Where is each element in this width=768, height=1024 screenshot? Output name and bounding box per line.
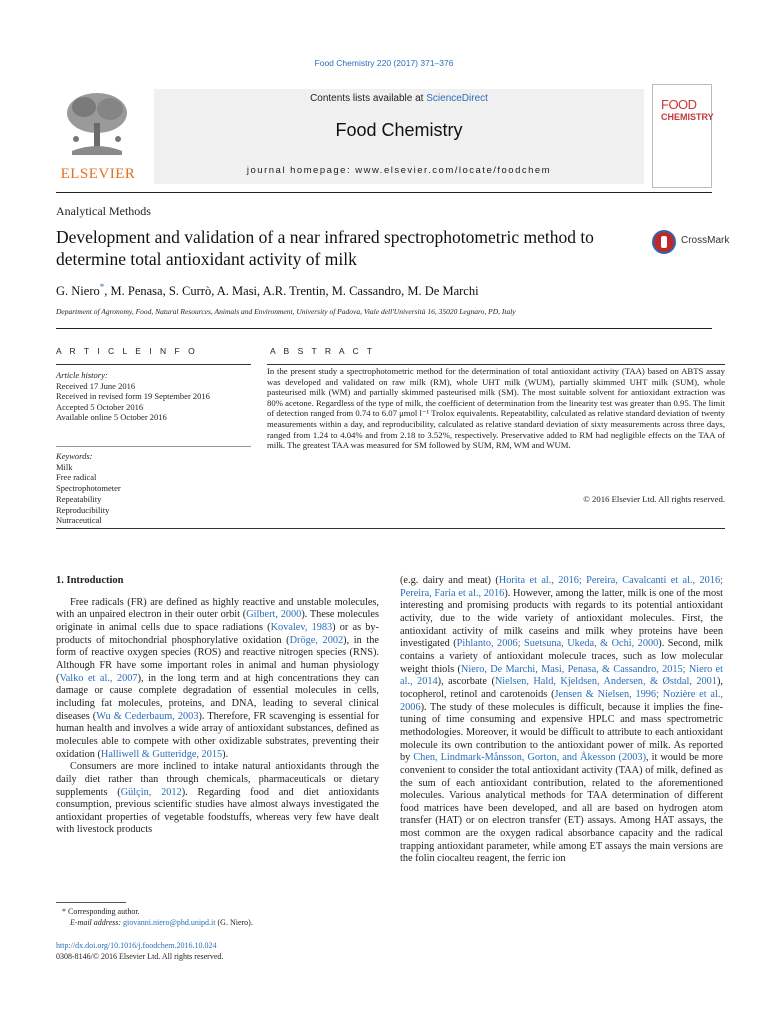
author-list bbox=[56, 282, 479, 299]
history-online: Available online 5 October 2016 bbox=[56, 412, 167, 422]
doi-link[interactable]: http://dx.doi.org/10.1016/j.foodchem.2016.10.024 bbox=[56, 941, 217, 950]
reference-link[interactable]: Gilbert, 2000 bbox=[246, 609, 302, 621]
keyword-item: Spectrophotometer bbox=[56, 483, 121, 494]
cover-title-chemistry: CHEMISTRY bbox=[661, 112, 714, 122]
paragraph-text: ). Therefore, FR scavenging is essential for human health and involves a wide array of antioxidant substances, defined as molecules able to compete with other oxidizable substrates, preventing their oxidation ( bbox=[56, 710, 380, 760]
intro-paragraph-3 bbox=[400, 575, 723, 866]
intro-paragraph-2 bbox=[56, 761, 379, 837]
reference-link[interactable]: Wu & Cederbaum, 2003 bbox=[96, 710, 199, 722]
paragraph-text: ), in the form of reactive oxygen species (ROS) and reactive nitrogen species (RNS). Although FR have some important roles in animal and human physiology ( bbox=[56, 634, 379, 684]
history-received: Received 17 June 2016 bbox=[56, 380, 136, 391]
reference-link[interactable]: Nielsen, Hald, Kjeldsen, Andersen, & Østdal, 2001 bbox=[494, 676, 717, 688]
intro-heading: 1. Introduction bbox=[56, 575, 124, 586]
paragraph-text: ). However, among the latter, milk is one of the most interesting and promising products with regards to its potential antioxidant activity, due to the wide variety of antioxidant molecules. First, the antioxidant activity of milk caseins and milk whey proteins have been investigated ( bbox=[400, 587, 723, 650]
reference-link[interactable]: Kovalev, 1983 bbox=[270, 621, 333, 633]
article-section: Analytical Methods bbox=[56, 204, 151, 218]
reference-link[interactable]: Niero, De Marchi, Masi, Penasa, & Cassandro, 2015; Niero et al., 2014 bbox=[400, 663, 723, 688]
affiliation: Department of Agronomy, Food, Natural Resources, Animals and Environment, University of Padova, Viale dell'Università 16, 35020 Legnaro, PD, Italy bbox=[56, 307, 516, 316]
paragraph-text: , it would be more convenient to consider the total antioxidant activity (TAA) of milk, defined as the sum of each antioxidant contribution, related to the aforementioned molecules. Various analytical methods for TAA determination of different food matrices have been developed, and all are based on hydrogen atom transfer (HAT) or on electron transfer (ET) assays. Among HAT assays, the most common are the oxygen radical absorbance capacity and the radical trapping antioxidant parameter, while among ET assays the main versions are the folin ciocalteu reagent, the ferric ion bbox=[400, 752, 723, 865]
affiliation-rule bbox=[56, 328, 712, 329]
footnote-rule bbox=[56, 902, 126, 903]
masthead-band bbox=[154, 89, 644, 184]
keyword-item: Milk bbox=[56, 461, 73, 472]
contents-available bbox=[154, 93, 644, 104]
article-info-heading: A R T I C L E I N F O bbox=[56, 346, 198, 356]
author-first[interactable]: G. Niero bbox=[56, 284, 100, 299]
paragraph-text: ) or as by-products of mitochondrial phosphorylative oxidation ( bbox=[56, 621, 379, 646]
history-label: Article history: bbox=[56, 370, 108, 380]
paragraph-text: ), tocopherol, retinol and carotenoids ( bbox=[400, 676, 723, 700]
sciencedirect-link[interactable]: ScienceDirect bbox=[426, 93, 488, 104]
abstract-copyright: © 2016 Elsevier Ltd. All rights reserved. bbox=[583, 494, 725, 504]
email-note bbox=[56, 917, 386, 928]
paragraph-text: Consumers are more inclined to intake natural antioxidants through the daily diet rather than through chemicals, pharmaceuticals or dietary supplements ( bbox=[56, 761, 379, 798]
intro-paragraph-1 bbox=[56, 597, 379, 762]
history-revised: Received in revised form 19 September 2016 bbox=[56, 391, 210, 401]
elsevier-logo[interactable] bbox=[56, 89, 140, 189]
paragraph-text: ). The study of these molecules is difficult, because it implies the fine-tuning of time consuming and expensive HPLC and mass spectrometric methodologies. Moreover, it would be difficult to attribute to each antioxidant molecule its own contribution to the antioxidant power of milk. As reported by bbox=[400, 701, 723, 764]
paragraph-text: ), in the long term and at high concentrations they can damage or cause complete degradation of essential molecules in cells, including fat molecules, proteins, and DNA, leading to several clinical diseases ( bbox=[56, 672, 379, 722]
journal-masthead bbox=[56, 84, 712, 190]
email-link[interactable]: giovanni.niero@phd.unipd.it bbox=[123, 918, 216, 927]
paragraph-text: ). Regarding food and diet antioxidants consumption, previous scientific studies have almost always investigated the antioxidant properties of vegetable foodstuffs, whereas very few have dealt with livestock products bbox=[56, 786, 380, 836]
history-accepted: Accepted 5 October 2016 bbox=[56, 401, 144, 412]
paragraph-text: ). Second, milk contains a variety of antioxidant molecule traces, such as low molecular weight thiols ( bbox=[400, 638, 724, 675]
email-suffix: (G. Niero). bbox=[215, 918, 253, 927]
journal-citation[interactable]: Food Chemistry 220 (2017) 371–376 bbox=[314, 58, 454, 68]
right-column bbox=[400, 575, 723, 866]
doi-block bbox=[56, 941, 386, 962]
email-label: E-mail address: bbox=[70, 918, 124, 927]
corresponding-author-mark[interactable]: * bbox=[99, 282, 105, 292]
abstract-text: In the present study a spectrophotometric method for the determination of total antioxidant activity (TAA) based on ABTS assay was developed and validated on raw milk (RM), whole UHT milk (WUM), partially skimmed UHT milk (SUM), whole pasteurised milk (WM) and partially skimmed pasteurised milk (SM). The most suitable solvent for antioxidant extraction was 80% acetone. Regardless of the type of milk, the coefficient of determination from the linearity test was greater than 0.95. The limit of detection ranged from 0.74 to 6.07 μmol l⁻¹ Trolox equivalents. Repeatability, calculated as relative standard deviation of twenty measurements within a day, and reproducibility, calculated as relative standard deviation of sixty measurements across three days, ranged from 1.24 to 4.04% and from 2.18 to 3.52%, respectively. Preservative added to RM had negligible effects on the TAA of milk. The greatest TAA was measured for SM followed by SUM, RM, WM and WUM. bbox=[267, 366, 725, 451]
keyword-item: Free radical bbox=[56, 472, 97, 483]
abstract-bottom-rule bbox=[56, 528, 725, 529]
abstract-heading: A B S T R A C T bbox=[270, 346, 376, 356]
paragraph-text: Free radicals (FR) are defined as highly reactive and unstable molecules, with an unpaired electron in their outer orbit ( bbox=[56, 596, 379, 621]
abstract-rule bbox=[267, 364, 725, 365]
reference-link[interactable]: Pihlanto, 2006; Suetsuna, Ukeda, & Ochi, 2000 bbox=[456, 638, 659, 650]
corresponding-note: * Corresponding author. bbox=[62, 907, 140, 916]
paragraph-text: ), ascorbate ( bbox=[437, 676, 495, 688]
issn-line: 0308-8146/© 2016 Elsevier Ltd. All rights reserved. bbox=[56, 951, 224, 961]
journal-cover[interactable] bbox=[652, 84, 712, 188]
keywords-rule bbox=[56, 446, 251, 447]
reference-link[interactable]: Chen, Lindmark-Månsson, Gorton, and Åkesson (2003) bbox=[413, 752, 647, 764]
journal-name: Food Chemistry bbox=[335, 120, 463, 140]
cover-title-food: FOOD bbox=[661, 97, 697, 112]
footnote bbox=[56, 906, 386, 928]
reference-link[interactable]: Valko et al., 2007 bbox=[59, 672, 138, 684]
reference-link[interactable]: Dröge, 2002 bbox=[289, 634, 344, 646]
reference-link[interactable]: Gülçin, 2012 bbox=[120, 786, 182, 798]
reference-link[interactable]: Horita et al., 2016; Pereira, Cavalcanti et al., 2016; Pereira, Faria et al., 2016 bbox=[400, 575, 723, 599]
left-column bbox=[56, 575, 379, 837]
keywords-label: Keywords: bbox=[56, 451, 93, 461]
reference-link[interactable]: Jensen & Nielsen, 1996; Nozière et al., 2006 bbox=[400, 688, 723, 713]
paragraph-text: (e.g. dairy and meat) ( bbox=[400, 575, 499, 586]
journal-homepage[interactable]: journal homepage: www.elsevier.com/locate/foodchem bbox=[246, 165, 552, 176]
contents-prefix: Contents lists available at bbox=[310, 93, 427, 104]
elsevier-wordmark: ELSEVIER bbox=[60, 166, 136, 182]
keyword-item: Reproducibility bbox=[56, 504, 110, 515]
paragraph-text: ). These molecules originate in animal cells due to space radiations ( bbox=[56, 609, 379, 633]
keyword-item: Repeatability bbox=[56, 493, 102, 504]
author-rest: , M. Penasa, S. Currò, A. Masi, A.R. Trentin, M. Cassandro, M. De Marchi bbox=[104, 284, 479, 299]
crossmark-label: CrossMark bbox=[681, 235, 730, 246]
crossmark-button[interactable] bbox=[652, 230, 732, 256]
article-info-rule bbox=[56, 364, 251, 365]
reference-link[interactable]: Halliwell & Gutteridge, 2015 bbox=[100, 748, 223, 760]
article-title: Development and validation of a near infrared spectrophotometric method to determine total antioxidant activity of milk bbox=[56, 227, 594, 269]
keyword-item: Nutraceutical bbox=[56, 515, 102, 526]
crossmark-icon bbox=[652, 230, 676, 254]
elsevier-tree-icon bbox=[62, 89, 132, 159]
article-history bbox=[56, 370, 251, 423]
keywords bbox=[56, 451, 251, 526]
masthead-rule bbox=[56, 192, 712, 193]
paragraph-text: ). bbox=[222, 748, 229, 760]
